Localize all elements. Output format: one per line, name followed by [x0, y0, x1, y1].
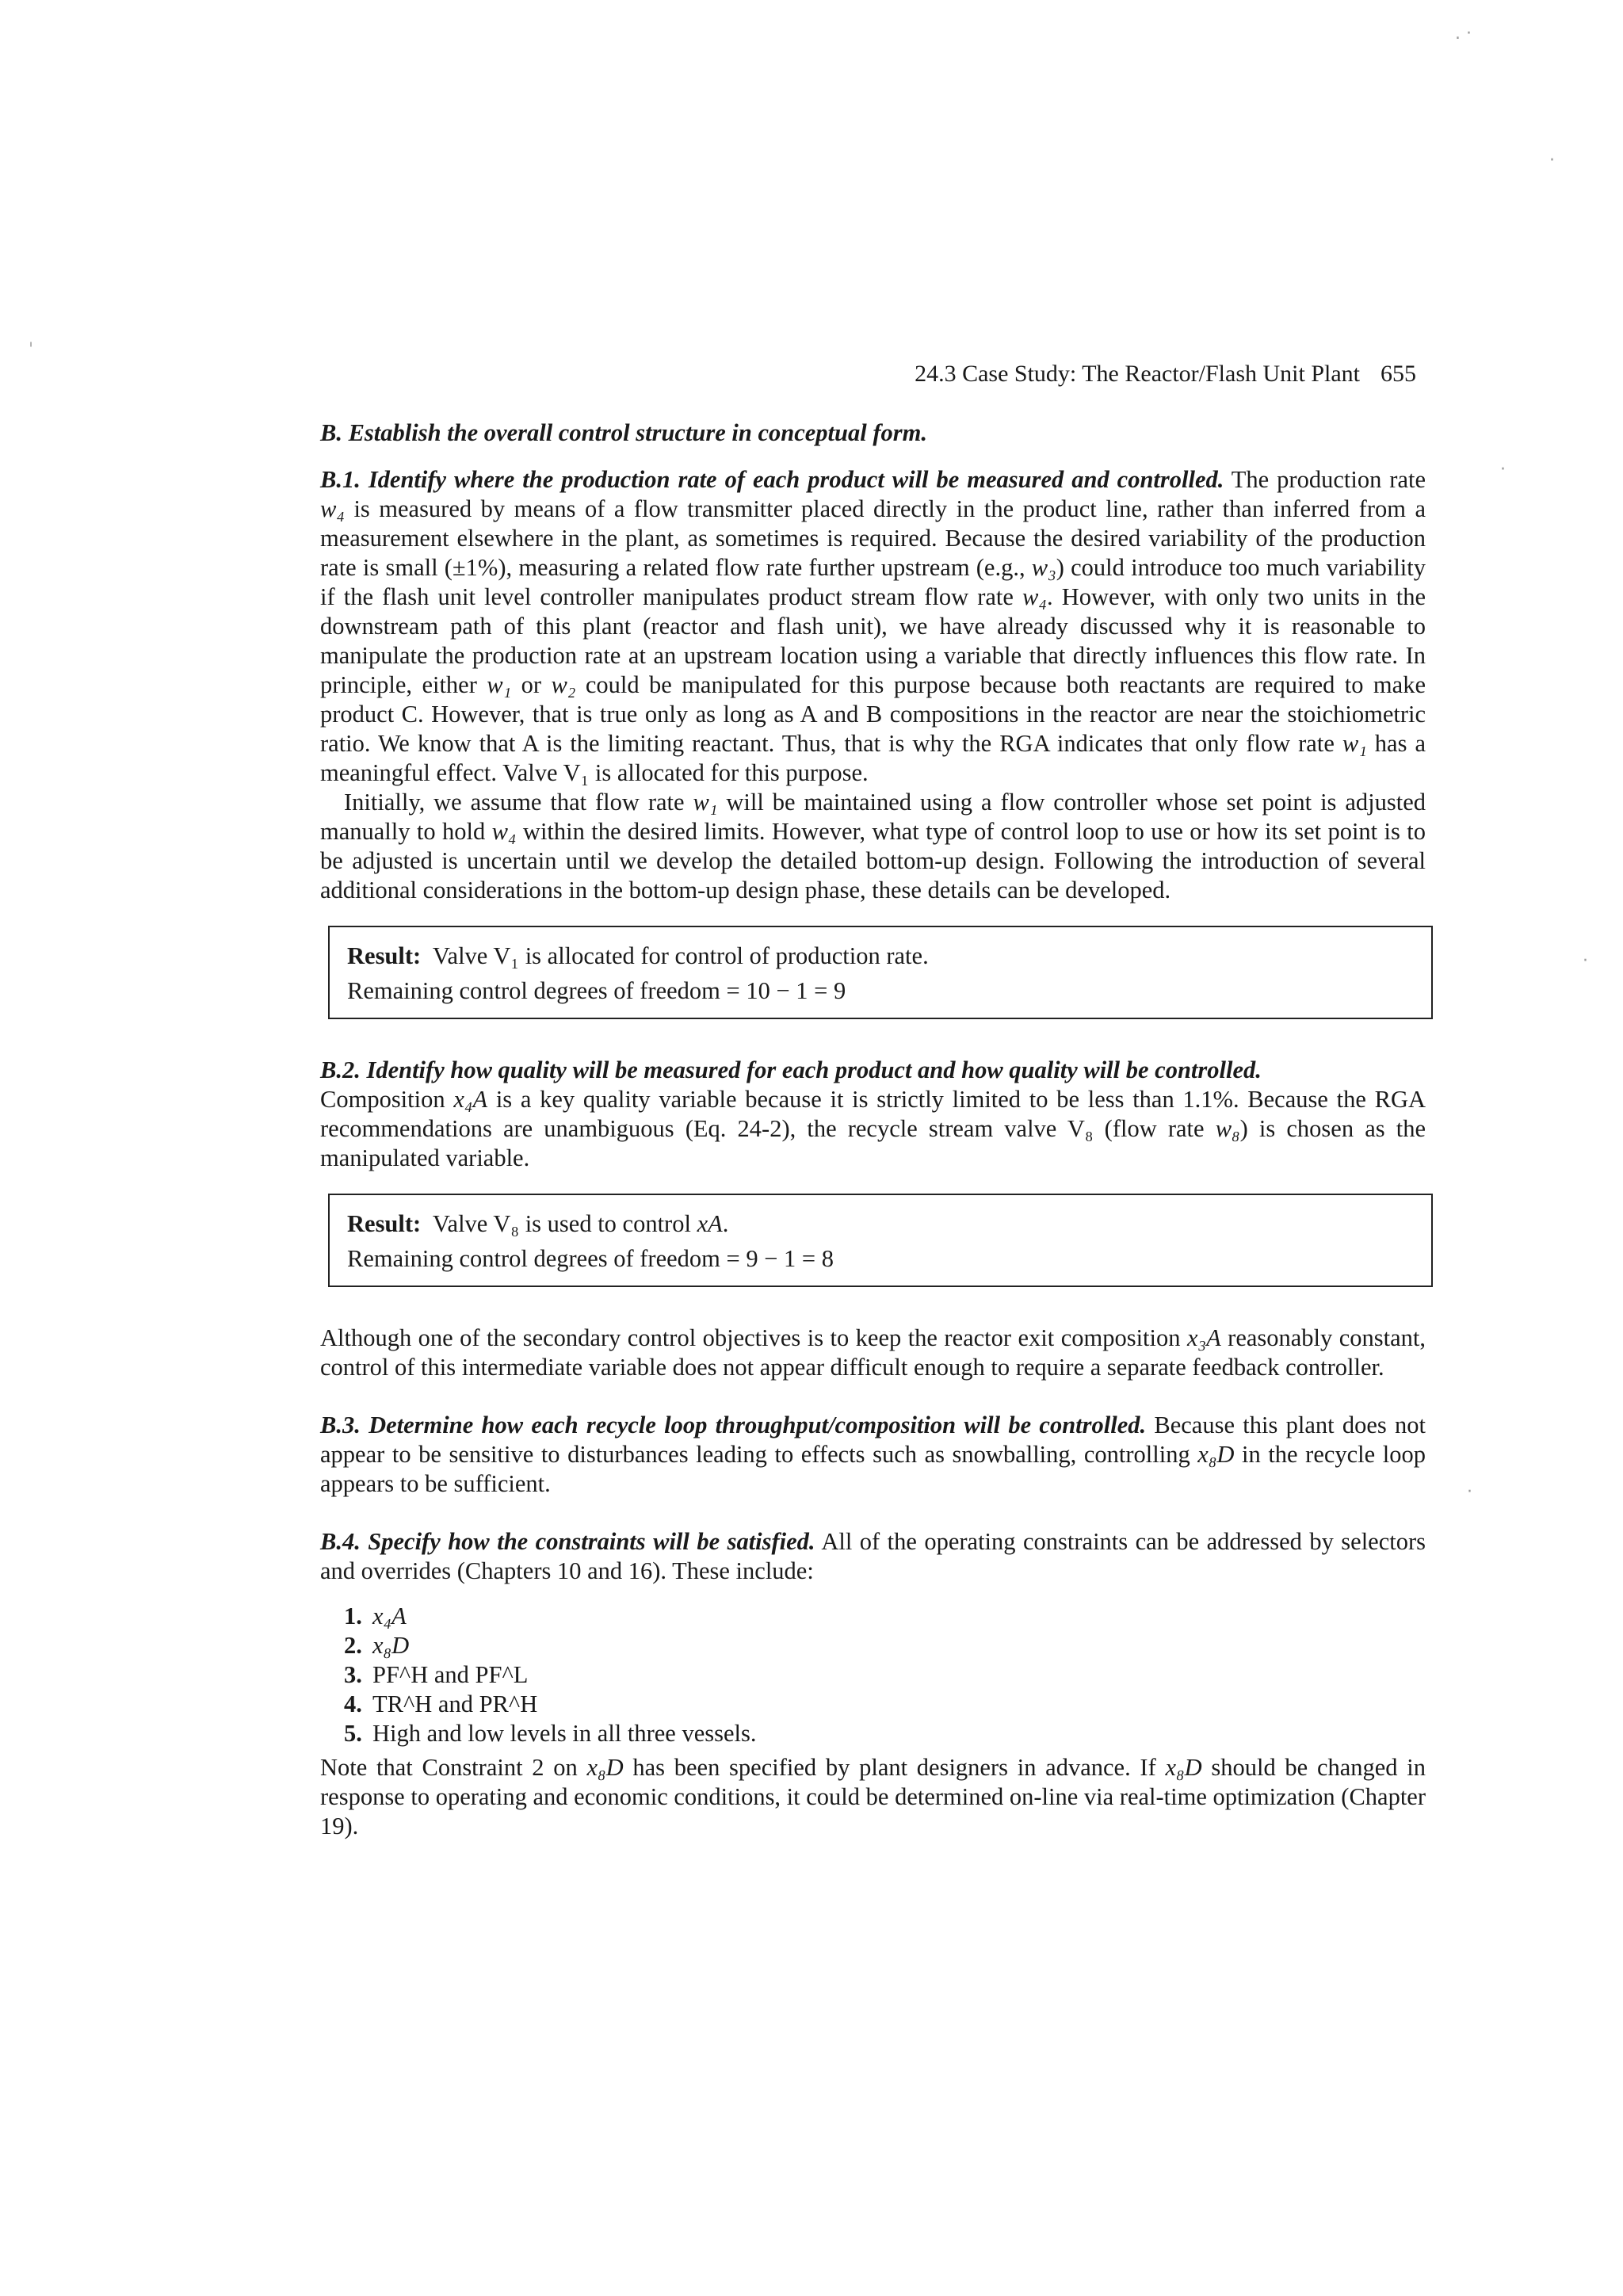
text-run: . However, with only two units in the downstream path of this plant (reactor and flash unit), we have already discussed why it is reasonable to manipulate the production rate at an upstream location using a variable that directly influences this flow rate. In principle, either: [320, 583, 1426, 698]
var-x3a: x₃A: [1186, 1324, 1221, 1351]
text-run: has a meaningful effect. Valve V₁ is allocated for this purpose.: [320, 730, 1426, 786]
result-label: Result:: [347, 1210, 422, 1237]
text-run: The production rate: [1224, 466, 1426, 493]
text-run: Initially, we assume that flow rate: [344, 789, 693, 816]
section-title: B. Establish the overall control structure in conceptual form.: [320, 419, 927, 446]
text-run: or: [511, 671, 552, 698]
text-run: reasonably constant, control of this intermediate variable does not appear difficult enough to require a separate feedback controller.: [320, 1324, 1426, 1381]
b4-heading: B.4. Specify how the constraints will be satisfied.: [320, 1528, 815, 1555]
text-run: ) could introduce too much variability if the flash unit level controller manipulates product stream flow rate: [320, 554, 1426, 610]
result-text: .: [722, 1210, 729, 1237]
result-text: Valve V₈ is used to control: [432, 1210, 697, 1237]
list-text: x₈D: [372, 1632, 410, 1659]
text-run: should be changed in response to operating and economic conditions, it could be determined on-line via real-time optimization (Chapter 19).: [320, 1754, 1426, 1839]
var-x4a: x₄A: [453, 1086, 488, 1113]
var-w1: w₁: [487, 671, 512, 698]
b1-paragraph-2: [320, 788, 1426, 905]
var-x8d: x₈D: [1197, 1441, 1235, 1468]
scan-speck: ˌ: [29, 329, 34, 349]
b2-heading: B.2. Identify how quality will be measured for each product and how quality will be controlled.: [320, 1056, 1262, 1083]
var-w8: w₈: [1215, 1115, 1240, 1142]
b2-paragraph: [320, 1056, 1426, 1173]
running-head-title: 24.3 Case Study: The Reactor/Flash Unit Plant: [915, 361, 1360, 387]
text-run: is a key quality variable because it is strictly limited to be less than 1.1%. Because the RGA recommendations are unambiguous (Eq. 24-2), the recycle stream valve V₈ (flow rate: [320, 1086, 1426, 1142]
body-text: [320, 418, 1426, 1841]
b1-paragraph: [320, 465, 1426, 788]
var-x8d: x₈D: [586, 1754, 624, 1781]
scan-speck: . ·: [1455, 24, 1472, 44]
page-number: 655: [1381, 361, 1416, 387]
result-text: Valve V₁ is allocated for control of production rate.: [432, 942, 929, 969]
result-line: Remaining control degrees of freedom = 10 − 1 = 9: [347, 977, 846, 1004]
var-xa: xA: [697, 1210, 723, 1237]
list-item: 5. High and low levels in all three vessels.: [344, 1720, 757, 1747]
constraints-list: [320, 1602, 1426, 1748]
scan-speck: ·: [1583, 951, 1588, 971]
list-text: High and low levels in all three vessels.: [372, 1720, 757, 1747]
var-x8d: x₈D: [1165, 1754, 1202, 1781]
var-w4: w₄: [1022, 583, 1047, 610]
running-header: [876, 361, 1416, 388]
b1-heading: B.1. Identify where the production rate of each product will be measured and controlled.: [320, 466, 1224, 493]
text-run: All of the operating constraints can be addressed by selectors and overrides (Chapters 10 and 16). These include:: [320, 1528, 1426, 1584]
b3-paragraph: [320, 1411, 1426, 1499]
b3-heading: B.3. Determine how each recycle loop throughput/composition will be controlled.: [320, 1412, 1147, 1438]
result-box-b2: [328, 1194, 1433, 1287]
scan-speck: ·: [1500, 460, 1506, 479]
list-text: x₄A: [372, 1603, 407, 1629]
text-run: Composition: [320, 1086, 454, 1113]
result-line: Remaining control degrees of freedom = 9 − 1 = 8: [347, 1245, 834, 1272]
list-item: 4. TR^H and PR^H: [344, 1690, 538, 1717]
text-run: Note that Constraint 2 on: [320, 1754, 587, 1781]
result-line: [347, 1206, 1417, 1241]
scan-speck: ·: [1549, 151, 1555, 170]
var-w2: w₂: [551, 671, 576, 698]
text-run: has been specified by plant designers in advance. If: [623, 1754, 1166, 1781]
text-run: in the recycle loop appears to be sufficient.: [320, 1441, 1426, 1497]
var-w1: w₁: [693, 789, 718, 816]
var-w3: w₃: [1031, 554, 1056, 581]
text-run: could be manipulated for this purpose because both reactants are required to make product C. However, that is true only as long as A and B compositions in the reactor are near the stoichiometric ratio. We know that A is the limiting reactant. Thus, that is why the RGA indicates that only flow rate: [320, 671, 1426, 757]
text-run: Although one of the secondary control objectives is to keep the reactor exit composition: [320, 1324, 1187, 1351]
list-item: 3. PF^H and PF^L: [344, 1661, 529, 1688]
b2-after-paragraph: [320, 1324, 1426, 1382]
result-box-b1: [328, 926, 1433, 1019]
var-w4: w₄: [320, 495, 345, 522]
var-w4: w₄: [491, 818, 517, 845]
text-run: is measured by means of a flow transmitter placed directly in the product line, rather than inferred from a measurement elsewhere in the plant, as sometimes is required. Because the desired variability of the production rate is small (±1%), measuring a related flow rate further upstream (e.g.,: [320, 495, 1426, 581]
list-text: TR^H and PR^H: [372, 1690, 538, 1717]
b4-note-paragraph: [320, 1753, 1426, 1841]
b4-paragraph: [320, 1527, 1426, 1586]
list-text: PF^H and PF^L: [372, 1661, 529, 1688]
result-label: Result:: [347, 942, 422, 969]
text-run: within the desired limits. However, what type of control loop to use or how its set point is to be adjusted is uncertain until we develop the detailed bottom-up design. Following the introduction of several additional considerations in the bottom-up design phase, these details can be developed.: [320, 818, 1426, 904]
var-w1: w₁: [1342, 730, 1367, 757]
text-run: will be maintained using a flow controller whose set point is adjusted manually to hold: [320, 789, 1426, 845]
result-line: [347, 938, 1417, 973]
text-run: ) is chosen as the manipulated variable.: [320, 1115, 1426, 1171]
list-item: 2. x₈D: [344, 1632, 410, 1659]
list-item: 1. x₄A: [344, 1603, 407, 1629]
scan-speck: ·: [1467, 1482, 1472, 1502]
text-run: Because this plant does not appear to be sensitive to disturbances leading to effects such as snowballing, controlling: [320, 1412, 1426, 1468]
